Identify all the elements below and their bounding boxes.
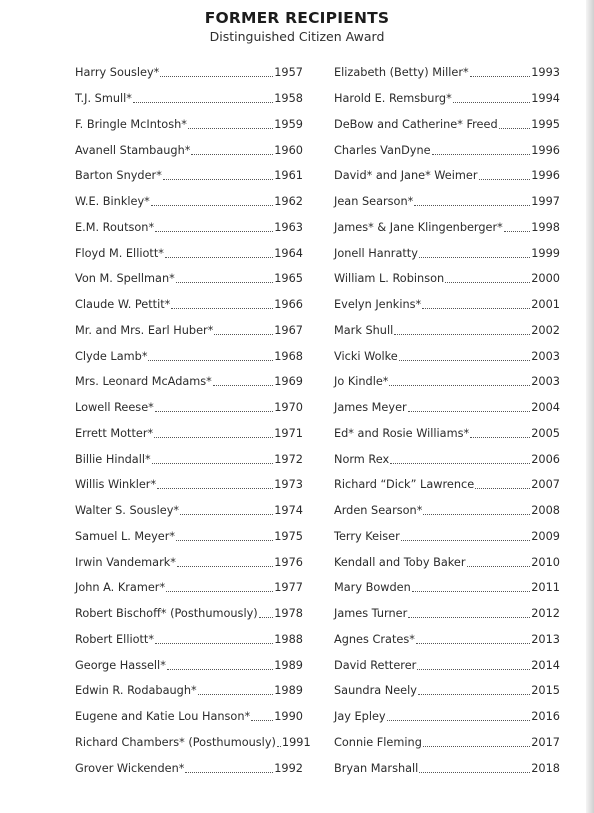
award-year: 1978 [274,607,303,621]
dot-leader [171,308,273,309]
recipient-entry [334,395,560,421]
dot-leader [423,514,530,515]
dot-leader [499,128,531,129]
award-year: 2014 [531,658,560,672]
dot-leader [389,385,530,386]
recipient-name: Jay Epley [334,710,386,724]
recipient-entry [75,575,303,601]
dot-leader [185,772,273,773]
award-year: 1965 [274,272,303,286]
award-year: 2004 [531,401,560,415]
recipient-name: James Meyer [334,401,407,415]
dot-leader [152,463,274,464]
recipient-name: Vicki Wolke [334,349,398,363]
award-year: 2017 [531,735,560,749]
recipient-entry [334,318,560,344]
recipient-entry [334,446,560,472]
recipient-entry [75,369,303,395]
dot-leader [166,591,273,592]
dot-leader [423,746,530,747]
recipient-name: Harold E. Remsburg* [334,92,452,106]
recipient-name: Lowell Reese* [75,401,154,415]
recipient-entry [75,755,303,781]
recipient-name: Saundra Neely [334,684,417,698]
award-year: 1968 [274,349,303,363]
award-year: 1991 [281,735,311,749]
recipient-entry [334,343,560,369]
dot-leader [151,205,273,206]
recipient-name: William L. Robinson [334,272,445,286]
dot-leader [453,102,531,103]
award-year: 2015 [531,684,560,698]
award-year: 1996 [531,169,560,183]
recipient-name: Edwin R. Rodabaugh* [75,684,197,698]
recipient-name: Grover Wickenden* [75,761,185,775]
award-year: 1972 [274,452,303,466]
recipient-entry [75,395,303,421]
recipient-entry [75,524,303,550]
page-title: FORMER RECIPIENTS [204,9,390,27]
recipient-entry [75,421,303,447]
award-year: 2007 [531,478,560,492]
recipient-name: Billie Hindall* [75,452,151,466]
award-year: 2003 [531,375,560,389]
recipient-name: Kendall and Toby Baker [334,555,466,569]
dot-leader [432,154,531,155]
award-year: 1992 [274,761,303,775]
award-year: 2011 [531,581,560,595]
dot-leader [408,411,531,412]
dot-leader [191,154,273,155]
recipient-entry [334,498,560,524]
recipient-entry [334,575,560,601]
recipient-entry [334,240,560,266]
award-year: 1974 [274,504,303,518]
dot-leader [165,257,273,258]
recipient-name: Bryan Marshall [334,761,419,775]
award-year: 2005 [531,426,560,440]
award-year: 1993 [531,66,560,80]
award-year: 2008 [531,504,560,518]
recipient-entry [75,215,303,241]
award-year: 2000 [531,272,560,286]
dot-leader [155,231,273,232]
award-year: 1958 [274,92,303,106]
award-year: 2003 [531,349,560,363]
recipient-entry [334,266,560,292]
recipient-entry [334,652,560,678]
award-year: 1970 [274,401,303,415]
recipient-entry [75,627,303,653]
dot-leader [414,205,530,206]
recipient-name: Irwin Vandemark* [75,555,176,569]
recipient-entry [75,163,303,189]
award-year: 2018 [531,761,560,775]
recipient-name: Mark Shull [334,323,394,337]
recipient-name: Samuel L. Meyer* [75,529,176,543]
recipient-name: George Hassell* [75,658,166,672]
dot-leader [401,540,531,541]
recipient-name: Avanell Stambaugh* [75,143,191,157]
recipient-entry [334,292,560,318]
award-year: 1957 [274,66,303,80]
recipient-name: Richard “Dick” Lawrence [334,478,475,492]
dot-leader [479,179,531,180]
recipient-name: James Turner [334,607,408,621]
recipient-name: Harry Sousley* [75,66,160,80]
award-year: 2009 [531,529,560,543]
award-year: 1964 [274,246,303,260]
award-year: 1988 [274,632,303,646]
dot-leader [176,282,274,283]
award-year: 1989 [274,684,303,698]
recipient-name: Floyd M. Elliott* [75,246,164,260]
dot-leader [167,669,273,670]
award-year: 1990 [274,710,303,724]
recipient-entry [334,189,560,215]
dot-leader [412,591,530,592]
recipient-name: John A. Kramer* [75,581,166,595]
dot-leader [251,720,273,721]
award-year: 1995 [531,117,560,131]
recipient-name: David Retterer [334,658,417,672]
recipient-name: Claude W. Pettit* [75,298,171,312]
dot-leader [188,128,273,129]
dot-leader [155,643,273,644]
recipient-name: Richard Chambers* (Posthumously) [75,735,276,749]
recipient-name: E.M. Routson* [75,220,155,234]
award-year: 2010 [531,555,560,569]
recipient-entry [334,524,560,550]
recipient-name: Mr. and Mrs. Earl Huber* [75,323,214,337]
dot-leader [475,488,530,489]
recipient-entry [75,343,303,369]
recipient-name: David* and Jane* Weimer [334,169,478,183]
recipient-entry [75,266,303,292]
dot-leader [155,411,273,412]
dot-leader [416,643,530,644]
recipient-entry [334,137,560,163]
dot-leader [504,231,530,232]
dot-leader [133,102,273,103]
dot-leader [157,488,273,489]
recipient-entry [75,652,303,678]
recipient-entry [75,137,303,163]
dot-leader [445,282,530,283]
dot-leader [198,694,274,695]
recipient-entry [75,292,303,318]
recipient-name: Agnes Crates* [334,632,415,646]
dot-leader [399,360,531,361]
dot-leader [394,334,530,335]
recipient-name: Robert Elliott* [75,632,155,646]
dot-leader [419,257,530,258]
award-year: 1973 [274,478,303,492]
recipient-name: Von M. Spellman* [75,272,175,286]
recipient-name: Evelyn Jenkins* [334,298,422,312]
recipient-entry [75,498,303,524]
dot-leader [154,437,273,438]
recipient-entry [75,730,311,756]
dot-leader [214,334,273,335]
recipients-column-left [75,60,311,781]
recipient-entry [75,704,303,730]
dot-leader [419,772,530,773]
dot-leader [259,617,274,618]
dot-leader [470,76,531,77]
award-year: 1994 [531,92,560,106]
recipient-name: Jonell Hanratty [334,246,418,260]
recipient-name: Errett Motter* [75,426,154,440]
recipient-name: Robert Bischoff* (Posthumously) [75,607,258,621]
recipient-entry [334,421,560,447]
recipient-name: Jean Searson* [334,195,414,209]
recipient-entry [334,60,560,86]
recipient-name: Mrs. Leonard McAdams* [75,375,212,389]
recipient-entry [334,163,560,189]
dot-leader [177,566,273,567]
recipient-entry [75,112,303,138]
recipient-name: Arden Searson* [334,504,423,518]
dot-leader [390,463,530,464]
recipient-entry [334,601,560,627]
award-year: 2016 [531,710,560,724]
recipient-name: Charles VanDyne [334,143,431,157]
recipient-entry [334,730,560,756]
recipient-entry [334,549,560,575]
recipient-name: Connie Fleming [334,735,422,749]
dot-leader [148,360,273,361]
recipient-entry [75,601,303,627]
award-year: 1998 [531,220,560,234]
page-edge-shadow [586,0,594,813]
award-year: 1997 [531,195,560,209]
page-header [0,8,594,45]
recipient-name: T.J. Smull* [75,92,132,106]
recipient-name: F. Bringle McIntosh* [75,117,187,131]
dot-leader [160,76,273,77]
award-year: 1975 [274,529,303,543]
award-year: 2013 [531,632,560,646]
recipient-name: Eugene and Katie Lou Hanson* [75,710,251,724]
recipient-name: Walter S. Sousley* [75,504,180,518]
page-subtitle: Distinguished Citizen Award [209,29,385,44]
award-year: 1962 [274,195,303,209]
recipient-entry [75,60,303,86]
award-year: 1977 [274,581,303,595]
recipient-entry [75,446,303,472]
award-year: 1963 [274,220,303,234]
award-year: 2006 [531,452,560,466]
award-year: 1989 [274,658,303,672]
recipient-entry [334,215,560,241]
recipient-name: Barton Snyder* [75,169,162,183]
recipient-entry [334,472,560,498]
dot-leader [163,179,273,180]
recipient-entry [75,240,303,266]
recipient-entry [75,86,303,112]
award-year: 1966 [274,298,303,312]
recipient-entry [334,86,560,112]
dot-leader [277,746,281,747]
award-year: 2001 [531,298,560,312]
recipient-entry [334,704,560,730]
dot-leader [176,540,273,541]
award-year: 1961 [274,169,303,183]
recipient-entry [334,112,560,138]
recipient-name: Mary Bowden [334,581,411,595]
dot-leader [213,385,273,386]
dot-leader [418,694,530,695]
recipient-entry [334,755,560,781]
award-year: 2012 [531,607,560,621]
recipient-name: DeBow and Catherine* Freed [334,117,498,131]
dot-leader [387,720,531,721]
recipient-name: W.E. Binkley* [75,195,150,209]
award-year: 1959 [274,117,303,131]
dot-leader [422,308,530,309]
recipient-entry [75,472,303,498]
recipient-name: Ed* and Rosie Williams* [334,426,470,440]
award-year: 2002 [531,323,560,337]
award-year: 1976 [274,555,303,569]
dot-leader [417,669,530,670]
recipient-entry [75,549,303,575]
recipient-name: Terry Keiser [334,529,400,543]
recipient-name: Clyde Lamb* [75,349,148,363]
recipient-entry [334,627,560,653]
recipient-name: Willis Winkler* [75,478,157,492]
recipient-entry [75,318,303,344]
recipient-name: James* & Jane Klingenberger* [334,220,503,234]
recipient-entry [75,678,303,704]
recipient-entry [75,189,303,215]
recipients-column-right [334,60,560,781]
dot-leader [467,566,531,567]
recipient-entry [334,678,560,704]
award-year: 1960 [274,143,303,157]
recipient-entry [334,369,560,395]
award-year: 1971 [274,426,303,440]
award-year: 1996 [531,143,560,157]
award-year: 1999 [531,246,560,260]
dot-leader [180,514,273,515]
recipient-name: Jo Kindle* [334,375,389,389]
recipient-name: Elizabeth (Betty) Miller* [334,66,469,80]
award-year: 1969 [274,375,303,389]
recipient-name: Norm Rex [334,452,390,466]
award-year: 1967 [274,323,303,337]
dot-leader [408,617,530,618]
dot-leader [470,437,530,438]
